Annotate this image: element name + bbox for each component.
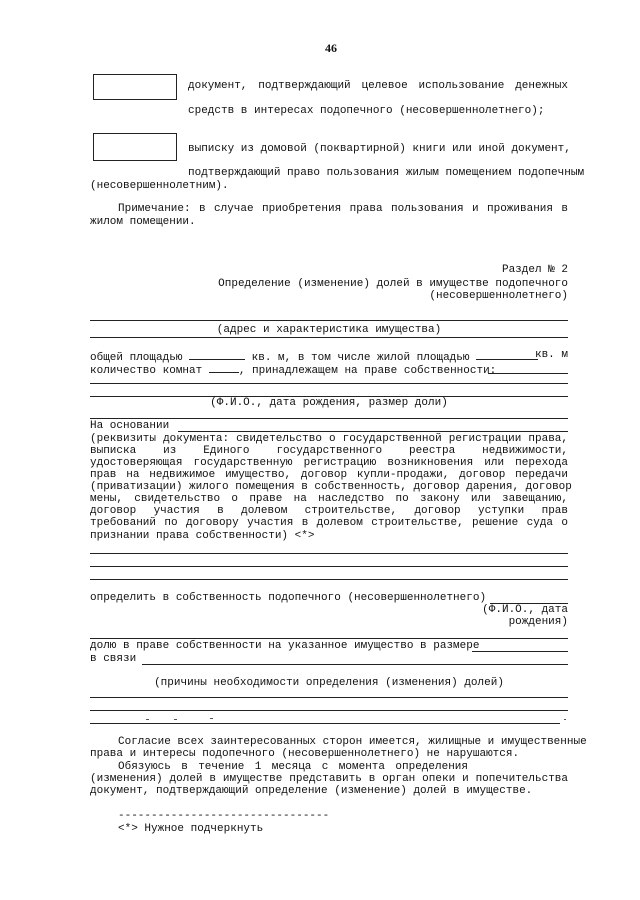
area-units-end: кв. м	[534, 349, 568, 361]
consent-line2: права и интересы подопечного (несовершеннолетнего) не нарушаются.	[90, 748, 520, 760]
determine-text: определить в собственность подопечного (несовершеннолетнего)	[90, 592, 487, 604]
address-field[interactable]	[90, 320, 568, 321]
fio-caption-line1: (Ф.И.О., дата	[482, 604, 568, 616]
reason-field-line2[interactable]	[90, 697, 568, 698]
footnote-separator: --------------------------------	[118, 810, 330, 822]
basis-text-last: признании права собственности) <*>	[90, 530, 315, 542]
section-title-line2: (несовершеннолетнего)	[429, 290, 568, 302]
area-total-label: общей площадью	[90, 352, 183, 364]
target-use-document-checkbox[interactable]	[93, 74, 177, 100]
scan-speck	[174, 719, 177, 720]
basis-text-line7: договор участия в долевом строительстве, договор уступки прав	[90, 505, 568, 517]
owned-by-label: , принадлежащем на праве собственности:	[238, 365, 497, 377]
share-size-field[interactable]	[472, 651, 568, 652]
basis-field-line2[interactable]	[90, 553, 568, 554]
owner-caption: (Ф.И.О., дата рождения, размер доли)	[210, 397, 448, 409]
note-line2: жилом помещении.	[90, 216, 196, 228]
oblige-line3: документ, подтверждающий определение (изменение) долей в имуществе.	[90, 785, 533, 797]
in-connection-label: в связи	[90, 653, 137, 665]
house-book-extract-text-line3: (несовершеннолетним).	[90, 180, 229, 192]
basis-text-line8: требований по договору участия в долевом строительстве, решение суда о	[90, 517, 568, 529]
reason-field[interactable]	[142, 664, 568, 665]
scan-speck	[210, 718, 213, 719]
basis-text-line2: выписка из Единого государственного реестра недвижимости,	[90, 445, 568, 457]
address-field-line2[interactable]	[90, 337, 568, 338]
owner-field-start[interactable]	[488, 373, 568, 374]
share-text: долю в праве собственности на указанное имущество в размере	[90, 640, 480, 652]
consent-line1: Согласие всех заинтересованных сторон имеется, жилищные и имущественные	[118, 736, 587, 748]
basis-field-line4[interactable]	[90, 579, 568, 580]
target-use-document-text-line1: документ, подтверждающий целевое использование денежных	[188, 80, 568, 92]
basis-text-line4: прав на недвижимое имущество, договор купли-продажи, договор передачи	[90, 469, 568, 481]
rooms-count-field[interactable]	[209, 362, 239, 373]
basis-text-line6: мены, свидетельство о праве на наследство по закону или завещанию,	[90, 493, 568, 505]
page-number: 46	[325, 41, 337, 55]
basis-field[interactable]	[178, 431, 568, 432]
oblige-line2: (изменения) долей в имуществе представить в орган опеки и попечительства	[90, 773, 568, 785]
house-book-extract-text-line2: подтверждающий право пользования жилым помещением подопечным	[188, 167, 585, 179]
footnote-text: <*> Нужное подчеркнуть	[118, 823, 264, 835]
basis-text-line5: (приватизации) жилого помещения в собственность, договор дарения, договор	[90, 481, 572, 493]
basis-text-line1: (реквизиты документа: свидетельство о государственной регистрации права,	[90, 433, 568, 445]
house-book-extract-text-line1: выписку из домовой (поквартирной) книги или иной документ,	[188, 143, 571, 155]
house-book-extract-checkbox[interactable]	[93, 133, 177, 161]
reason-field-line4[interactable]	[90, 723, 560, 724]
note-line1: Примечание: в случае приобретения права пользования и проживания в	[118, 203, 568, 215]
basis-text-line3: удостоверяющая государственную регистрацию возникновения или перехода	[90, 457, 568, 469]
owner-field-line2[interactable]	[90, 383, 568, 384]
address-caption: (адрес и характеристика имущества)	[216, 324, 442, 336]
scan-speck	[564, 719, 566, 720]
reason-field-line3[interactable]	[90, 710, 568, 711]
oblige-line1: Обязуюсь в течение 1 месяца с момента определения	[118, 761, 468, 773]
section-label: Раздел № 2	[501, 264, 568, 276]
basis-field-line3[interactable]	[90, 566, 568, 567]
area-units-mid: кв. м, в том числе жилой площадью	[251, 352, 470, 364]
basis-label: На основании	[90, 420, 170, 432]
ward-field-line2[interactable]	[90, 638, 568, 639]
reasons-caption: (причины необходимости определения (изменения) долей)	[154, 677, 504, 689]
scan-speck	[146, 719, 149, 720]
section-title-line1: Определение (изменение) долей в имуществе подопечного	[218, 278, 568, 290]
rooms-row	[90, 362, 496, 377]
total-area-field[interactable]	[189, 349, 245, 360]
owner-field-line4[interactable]	[90, 418, 568, 419]
target-use-document-text-line2: средств в интересах подопечного (несовершеннолетнего);	[188, 105, 545, 117]
fio-caption-line2: рождения)	[508, 616, 568, 628]
rooms-label: количество комнат	[90, 365, 203, 377]
